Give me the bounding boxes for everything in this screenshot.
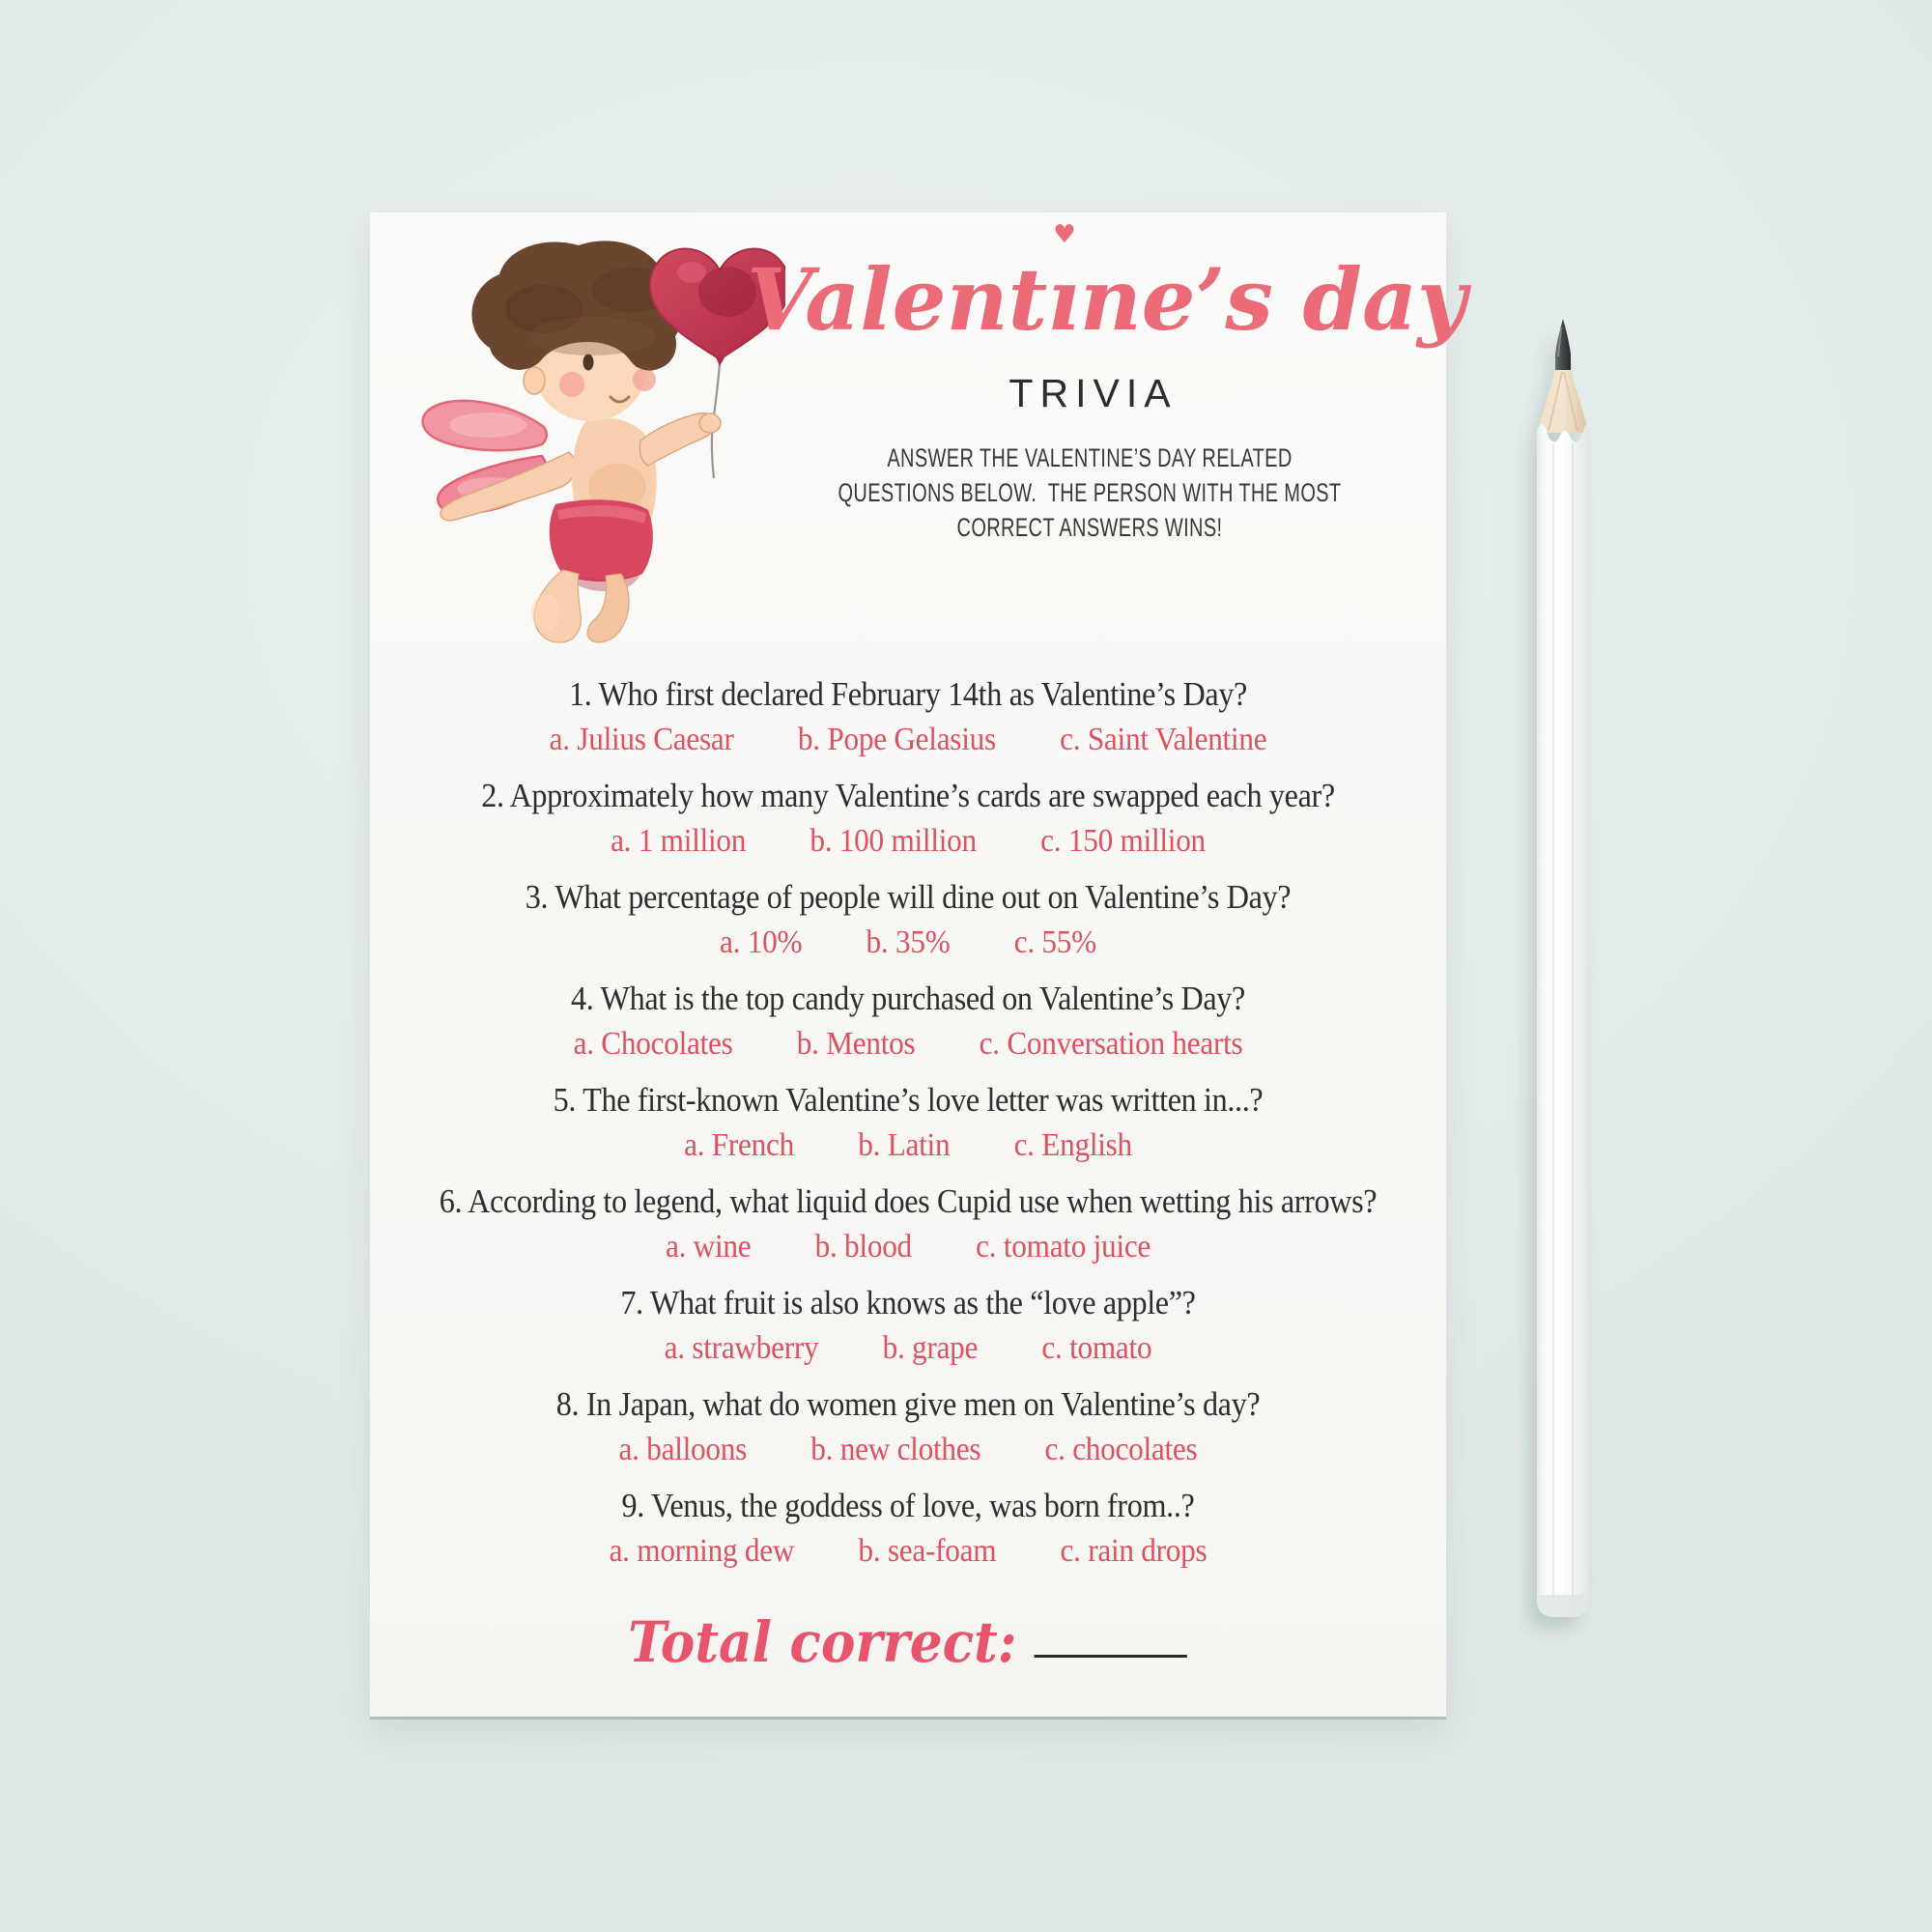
question-block-9: [370, 1486, 1446, 1571]
question-block-6: [370, 1181, 1446, 1266]
option-b: b. 100 million: [810, 823, 977, 859]
instructions-line: CORRECT ANSWERS WINS!: [956, 513, 1223, 542]
option-b: b. new clothes: [810, 1432, 981, 1467]
pencil-body: [1537, 424, 1589, 1617]
option-a: a. 1 million: [611, 823, 747, 859]
option-c: c. Conversation hearts: [979, 1026, 1243, 1062]
option-a: a. Julius Caesar: [549, 722, 734, 757]
question-text: 7. What fruit is also knows as the “love apple”?: [620, 1284, 1196, 1321]
option-c: c. chocolates: [1044, 1432, 1198, 1467]
question-block-8: [370, 1384, 1446, 1469]
graphite-tip: [1555, 319, 1571, 371]
option-b: b. sea-foam: [858, 1533, 997, 1569]
question-block-3: [370, 877, 1446, 962]
option-b: b. blood: [814, 1229, 912, 1264]
question-text: 9. Venus, the goddess of love, was born from..?: [621, 1487, 1195, 1524]
question-text: 4. What is the top candy purchased on Valentine’s Day?: [571, 980, 1245, 1017]
question-text: 1. Who first declared February 14th as Valentine’s Day?: [569, 675, 1247, 713]
page-subtitle: TRIVIA: [1009, 371, 1178, 415]
total-correct-row: [370, 1611, 1446, 1673]
question-text: 6. According to legend, what liquid does Cupid use when wetting his arrows?: [439, 1182, 1378, 1220]
option-c: c. 150 million: [1040, 823, 1206, 859]
options-row: [413, 1431, 1404, 1469]
option-a: a. morning dew: [609, 1533, 795, 1569]
pencil: [1535, 316, 1591, 1622]
cupid-illustration: [399, 234, 785, 668]
question-text: 2. Approximately how many Valentine’s cards are swapped each year?: [481, 777, 1335, 814]
option-a: a. French: [684, 1127, 794, 1163]
trivia-card: [370, 213, 1467, 1717]
option-b: b. grape: [882, 1330, 979, 1366]
options-row: [413, 1126, 1404, 1165]
page-title: [747, 220, 1467, 357]
title-part-post: ne’s day: [1079, 249, 1467, 350]
option-c: c. 55%: [1013, 924, 1096, 960]
options-row: [413, 1025, 1404, 1064]
option-b: b. 35%: [866, 924, 951, 960]
question-block-5: [370, 1080, 1446, 1165]
question-block-2: [370, 776, 1446, 861]
answer-blank-line: [1035, 1655, 1187, 1658]
option-a: a. Chocolates: [573, 1026, 733, 1062]
option-b: b. Mentos: [796, 1026, 916, 1062]
options-row: [413, 1329, 1404, 1368]
options-row: [413, 923, 1404, 962]
instructions-line: ANSWER THE VALENTINE’S DAY RELATED: [887, 443, 1293, 472]
title-part-pre: Valent: [747, 249, 1048, 350]
card-header: [747, 220, 1467, 545]
question-text: 3. What percentage of people will dine out on Valentine’s Day?: [525, 878, 1292, 916]
options-row: [413, 1228, 1404, 1266]
options-row: [413, 822, 1404, 861]
options-row: [413, 721, 1404, 759]
question-text: 5. The first-known Valentine’s love letter was written in...?: [553, 1081, 1264, 1119]
pencil-end: [1537, 1595, 1589, 1617]
option-a: a. 10%: [720, 924, 803, 960]
question-text: 8. In Japan, what do women give men on Valentine’s day?: [555, 1385, 1261, 1423]
instructions: [836, 440, 1343, 545]
total-correct-label: Total correct:: [628, 1609, 1017, 1675]
question-block-7: [370, 1283, 1446, 1368]
options-row: [413, 1532, 1404, 1571]
option-b: b. Latin: [858, 1127, 951, 1163]
option-a: a. wine: [665, 1229, 752, 1264]
option-c: c. tomato: [1041, 1330, 1152, 1366]
option-b: b. Pope Gelasius: [797, 722, 996, 757]
wood-cone: [1537, 370, 1589, 433]
option-c: c. rain drops: [1060, 1533, 1208, 1569]
instructions-line: QUESTIONS BELOW. THE PERSON WITH THE MOST: [838, 478, 1342, 507]
title-dotless-i: ı: [1047, 249, 1080, 350]
question-block-4: [370, 979, 1446, 1064]
cupid-hair: [471, 241, 683, 370]
option-a: a. strawberry: [664, 1330, 819, 1366]
option-a: a. balloons: [618, 1432, 748, 1467]
heart-i-dot-icon: ♥: [1053, 220, 1076, 249]
option-c: c. Saint Valentine: [1060, 722, 1267, 757]
question-block-1: [370, 674, 1446, 759]
option-c: c. tomato juice: [976, 1229, 1151, 1264]
question-list: [370, 674, 1446, 1587]
option-c: c. English: [1013, 1127, 1132, 1163]
